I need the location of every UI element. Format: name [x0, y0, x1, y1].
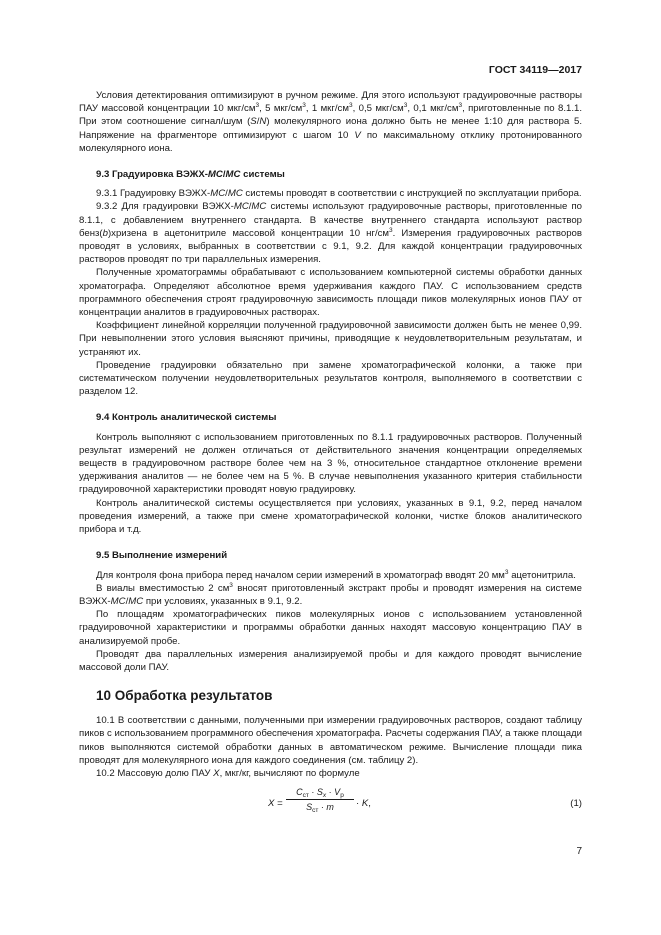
formula-number: (1) [570, 798, 582, 810]
paragraph: Проводят два параллельных измерения анализируемой пробы и для каждого проводят вычисление массовой доли ПАУ. [79, 648, 582, 673]
formula-fraction [286, 786, 354, 813]
document-body [79, 89, 582, 824]
paragraph: Проведение градуировки обязательно при замене хроматографической колонки, а также при систематическом получении неудовлетворительных результатов контроля, выполняемого в соответствии с разделом 12. [79, 359, 582, 398]
section-heading-9-5: 9.5 Выполнение измерений [96, 550, 228, 562]
paragraph: Контроль выполняют с использованием приготовленных по 8.1.1 градуировочных растворов. Полученный результат измерений не должен отличаться от действительного значения концентрации определяемых веществ в градуировочном растворе более чем на 3 %, относительное стандартное отклонение времени удерживания аналитов — не более чем на 5 %. В случае невыполнения указанного критерия стабильности градуировочной характеристики проводят новую градуировку. [79, 431, 582, 496]
paragraph: Для контроля фона прибора перед началом серии измерений в хроматограф вводят 20 $мм^3$ ацетонитрила. [96, 568, 576, 581]
page-number: 7 [576, 846, 582, 857]
standard-header: ГОСТ 34119—2017 [488, 64, 582, 76]
formula-tail: · K, [356, 798, 371, 810]
formula-numerator: $C_{ст} \cdot S_x \cdot V_р$ [286, 786, 354, 800]
formula-lhs: X = [268, 798, 283, 810]
paragraph: 9.3.1 Градуировку ВЭЖХ-МС/МС системы проводят в соответствии с инструкцией по эксплуатации прибора. [96, 188, 582, 200]
paragraph: 10.1 В соответствии с данными, полученными при измерении градуировочных растворов, создают таблицу пиков с использованием программного обеспечения хроматографа. Расчеты содержания ПАУ, а также площади пиков выполняются системой обработки данных в автоматическом режиме. Вычисление площади пика проводят для молекулярного иона для каждого соединения (см. таблицу 2). [79, 715, 582, 766]
paragraph: Полученные хроматограммы обрабатывают с использованием компьютерной системы обработки данных хроматографа. Определяют абсолютное время удерживания каждого ПАУ. С использованием средств программного обеспечения строят градуировочную зависимость площади пиков молекулярных ионов ПАУ от концентрации аналитов в градуировочных растворах. [79, 267, 582, 319]
paragraph: 10.2 Массовую долю ПАУ X, мкг/кг, вычисляют по формуле [96, 767, 360, 779]
formula-1 [79, 784, 582, 824]
section-heading-9-4: 9.4 Контроль аналитической системы [96, 412, 277, 424]
section-heading-9-3: 9.3 Градуировка ВЭЖХ-МС/МС системы [96, 169, 285, 181]
paragraph: Условия детектирования оптимизируют в ручном режиме. Для этого используют градуировочные растворы ПАУ массовой концентрации 10 мкг/$см^3$, 5 мкг/$см^3$, 1 мкг/$см^3$, 0,5 мкг/$см^3$, 0,1 мкг/$см^3$, приготовленные по 8.1.1. При этом соотношение сигнал/шум (S/N) молекулярного иона должно быть не менее 1:10 для раствора 5. Напряжение на фрагменторе оптимизируют с шагом 10 V по максимальному отклику протонированного молекулярного иона. [79, 90, 582, 154]
formula-denominator: $S_{ст} \cdot m$ [306, 802, 334, 815]
paragraph: Контроль аналитической системы осуществляется при условиях, указанных в 9.1, 9.2, перед началом проведения измерений, а также при смене хроматографической колонки, чистке блоков аналитического прибора и т.д. [79, 497, 582, 536]
paragraph: По площадям хроматографических пиков молекулярных ионов с использованием установленной градуировочной характеристики и программы обработки данных находят массовую концентрацию ПАУ в анализируемой пробе. [79, 609, 582, 647]
paragraph: 9.3.2 Для градуировки ВЭЖХ-МС/МС системы используют градуировочные растворы, приготовленные по 8.1.1, с добавлением внутреннего стандарта. В качестве внутреннего стандарта используют раствор бенз(b)хризена в ацетонитриле массовой концентрации 10 $нг/см^3$. Измерения градуировочных растворов проводят в условиях, выбранных в соответствии с 9.1, 9.2. Для каждой концентрации градуировочных растворов проводят по три параллельных измерения. [79, 201, 582, 266]
paragraph: Коэффициент линейной корреляции полученной градуировочной зависимости должен быть не менее 0,99. При невыполнении этого условия выясняют причины, приводящие к неудовлетворительным результатам, и устраняют их. [79, 320, 582, 358]
section-heading-10: 10 Обработка результатов [96, 688, 273, 704]
paragraph: В виалы вместимостью 2 $см^3$ вносят приготовленный экстракт пробы и проводят измерения на системе ВЭЖХ-МС/МС при условиях, указанных в 9.1, 9.2. [79, 581, 582, 607]
